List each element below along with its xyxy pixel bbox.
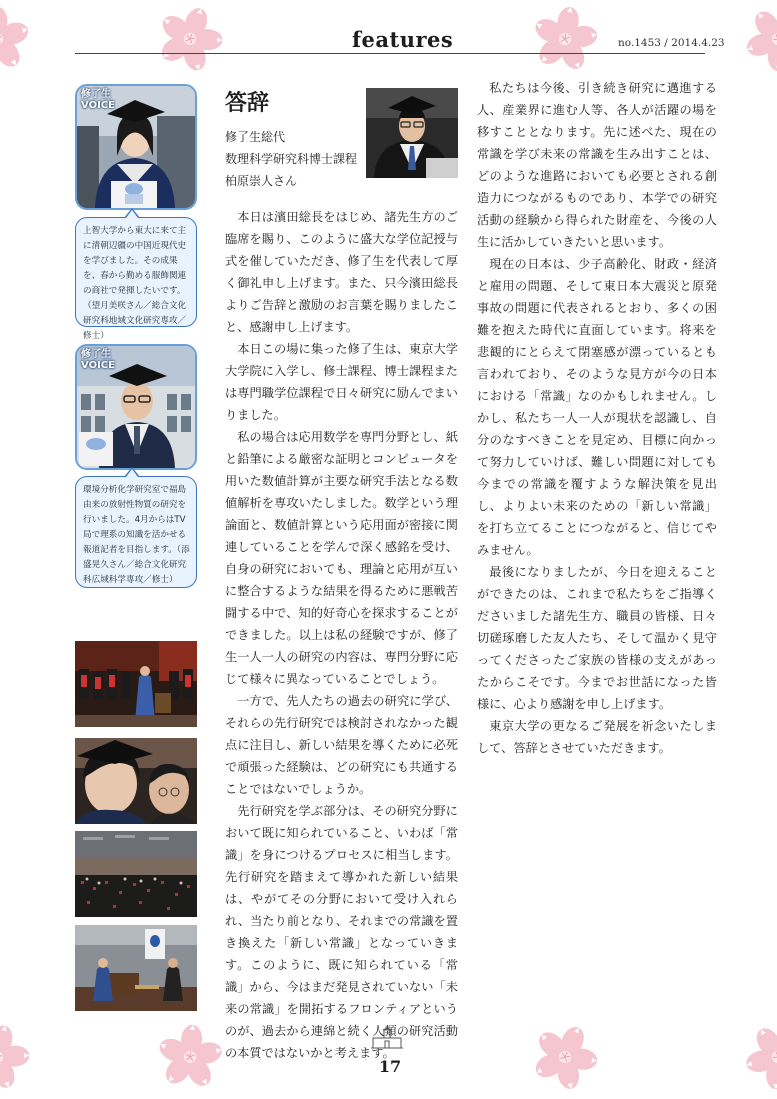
voice-comment-text: 環境分析化学研究室で福島由来の放射性物質の研究を行いました。4月からはTV局で理系の知識を活かせる報道記者を目指します。（添盛晃久さん／総合文化研究科広域科学専攻／修士） xyxy=(83,485,190,585)
cherry-blossom-icon xyxy=(743,4,777,74)
speaker-program: 数理科学研究科博士課程 xyxy=(225,152,358,166)
ceremony-photo-diploma-presentation xyxy=(75,925,197,1011)
article-column-right xyxy=(477,77,717,759)
article-paragraph: 私たちは今後、引き続き研究に邁進する人、産業界に進む人等、各人が活躍の場を移すこととなります。先に述べた、現在の常識を学び未来の常識を生み出すことは、どのような進路においても必要とされる創造力につながるものであり、本学での研究活動の経験から得られた財産を、今後の人生に活かしていきたいと思います。 xyxy=(477,81,717,249)
article-paragraph: 最後になりましたが、今日を迎えることができたのは、これまで私たちをご指導くださいました諸先生方、職員の皆様、日々切磋琢磨した友人たち、そして温かく見守ってくださったご家族の皆様の支えがあったからこそです。今までお世話になった皆様に、心より感謝を申し上げます。 xyxy=(477,565,717,711)
article-paragraph: 私の場合は応用数学を専門分野とし、紙と鉛筆による厳密な証明とコンピュータを用いた数値計算が主要な研究手法となる数値解析を専攻いたしました。数学という理論面と、数値計算という応用面が密接に関連していることを学んで深く感銘を受け、自身の研究においても、理論と応用が互いに整合するような結果を得るために悪戦苦闘する中で、知的好奇心を探求することができました。以上は私の経験ですが、修了生一人一人の研究の内容は、専門分野に応じて様々に異なっていることでしょう。 xyxy=(225,430,458,686)
voice-comment-bubble xyxy=(75,476,197,588)
article-paragraph: 本日この場に集った修了生は、東京大学大学院に入学し、修士課程、博士課程または専門職学位課程で日々研究に励んでまいりました。 xyxy=(225,342,458,422)
cherry-blossom-icon xyxy=(155,4,225,74)
issue-number-date: no.1453 / 2014.4.23 xyxy=(618,37,725,49)
ceremony-photo-graduates-listening xyxy=(75,738,197,824)
cherry-blossom-icon xyxy=(155,1022,225,1092)
cherry-blossom-icon xyxy=(530,4,600,74)
article-paragraph: 先行研究を学ぶ部分は、その研究分野において既に知られていること、いわば「常識」を身につけるプロセスに相当します。先行研究を踏まえて導かれた新しい結果は、やがてその分野において受け入れられ、当たり前となり、それまでの常識を置き換えた「新しい常識」となっていきます。このように、既に知られている「常識」から、今はまだ発見されていない「未来の常識」を開拓するフロンティアというのが、過去から連綿と続く人類の研究活動の本質ではないかと考えます。 xyxy=(225,804,458,1060)
cherry-blossom-icon xyxy=(530,1022,600,1092)
header-divider xyxy=(75,53,705,54)
article-title: 答辞 xyxy=(225,90,270,116)
voice-photo-graduate-1 xyxy=(75,84,197,210)
bubble-tail xyxy=(124,208,140,218)
cherry-blossom-icon xyxy=(0,1022,32,1092)
speaker-photo xyxy=(366,88,458,178)
voice-tag: 修了生 VOICE xyxy=(81,349,115,371)
cherry-blossom-icon xyxy=(743,1022,777,1092)
university-hall-icon xyxy=(369,1028,405,1056)
article-column-left xyxy=(225,206,458,1064)
bubble-tail xyxy=(124,467,140,477)
cherry-blossom-icon xyxy=(0,4,32,74)
voice-photo-graduate-2 xyxy=(75,344,197,470)
voice-comment-text: 上智大学から東大に来て主に清朝辺疆の中国近現代史を学びました。その成果を、春から勤める服飾関連の商社で発揮したいです。（望月美咲さん／総合文化研究科地域文化研究専攻／修士） xyxy=(83,226,187,341)
voice-comment-bubble xyxy=(75,217,197,341)
article-paragraph: 現在の日本は、少子高齢化、財政・経済と雇用の問題、そして東日本大震災と原発事故の問題に代表されるとおり、多くの困難を抱えた時代に直面しています。将来を悲観的にとらえて閉塞感が漂っているとも言われており、そのような見方が今の日本における「常識」なのかもしれません。しかし、私たち一人一人が現状を認識し、自分のなすべきことを見定め、目標に向かって努力していけば、難しい問題に対しても今までの常識を覆すような解決策を見出し、よりよい未来のための「新しい常識」を打ち立てることにつながると、信じてやみません。 xyxy=(477,257,717,557)
ceremony-photo-stage xyxy=(75,641,197,727)
article-paragraph: 本日は濱田総長をはじめ、諸先生方のご臨席を賜り、このように盛大な学位記授与式を催していただき、修了生を代表して厚く御礼申し上げます。また、只今濱田総長よりご告辞と激励のお言葉を賜りましたこと、感謝申し上げます。 xyxy=(225,210,458,334)
ceremony-photo-hall xyxy=(75,831,197,917)
speaker-role: 修了生総代 xyxy=(225,130,286,144)
page-number: 17 xyxy=(378,1057,402,1076)
voice-tag: 修了生 VOICE xyxy=(81,89,115,111)
speaker-name: 柏原崇人さん xyxy=(225,174,298,188)
article-paragraph: 東京大学の更なるご発展を祈念いたしまして、答辞とさせていただきます。 xyxy=(477,719,717,755)
section-name: features xyxy=(352,27,454,52)
article-paragraph: 一方で、先人たちの過去の研究に学び、それらの先行研究では検討されなかった観点に注目し、新しい結果を導くために必死で頑張った経験は、どの研究にも共通することではないでしょうか。 xyxy=(225,694,458,796)
